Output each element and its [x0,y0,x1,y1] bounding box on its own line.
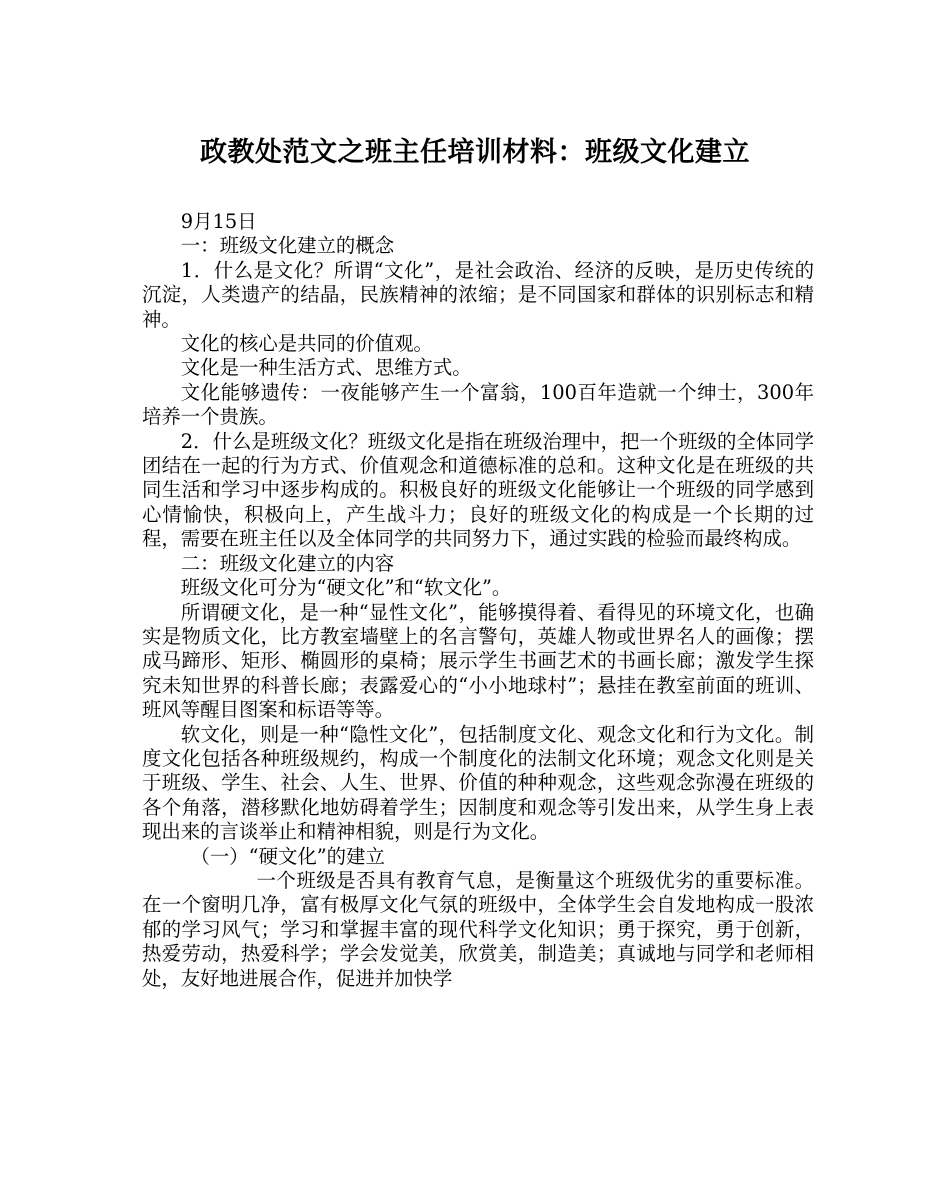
paragraph: 文化的核心是共同的价值观。 [180,332,433,356]
paragraph: 软文化，则是一种“隐性文化”，包括制度文化、观念文化和行为文化。制度文化包括各种班级规约，构成一个制度化的法制文化环境；观念文化则是关于班级、学生、社会、人生、世界、价值的种种观念，这些观念弥漫在班级的各个角落，潜移默化地妨碍着学生；因制度和观念等引发出来，从学生身上表现出来的言谈举止和精神相貌，则是行为文化。 [142,722,814,844]
date-line: 9月15日 [180,210,257,233]
section-heading-2: 二：班级文化建立的内容 [180,551,395,575]
paragraph: 1．什么是文化？所谓“文化”，是社会政治、经济的反映，是历史传统的沉淀，人类遗产的结晶，民族精神的浓缩；是不同国家和群体的识别标志和精神。 [142,258,814,331]
paragraph: 2．什么是班级文化？班级文化是指在班级治理中，把一个班级的全体同学团结在一起的行为方式、价值观念和道德标准的总和。这种文化是在班级的共同生活和学习中逐步构成的。积极良好的班级文化能够让一个班级的同学感到心情愉快，积极向上，产生战斗力；良好的班级文化的构成是一个长期的过程，需要在班主任以及全体同学的共同努力下，通过实践的检验而最终构成。 [142,429,814,551]
paragraph: 所谓硬文化，是一种“显性文化”，能够摸得着、看得见的环境文化，也确实是物质文化，比方教室墙壁上的名言警句，英雄人物或世界名人的画像；摆成马蹄形、矩形、椭圆形的桌椅；展示学生书画艺术的书画长廊；激发学生探究未知世界的科普长廊；表露爱心的“小小地球村”；悬挂在教室前面的班训、班风等醒目图案和标语等等。 [142,600,814,722]
subsection-heading: （一）“硬文化”的建立 [190,844,385,868]
paragraph: 一个班级是否具有教育气息，是衡量这个班级优劣的重要标准。在一个窗明几净，富有极厚文化气氛的班级中，全体学生会自发地构成一股浓郁的学习风气；学习和掌握丰富的现代科学文化知识；勇于探究，勇于创新，热爱劳动，热爱科学；学会发觉美，欣赏美，制造美；真诚地与同学和老师相处，友好地进展合作，促进并加快学 [142,868,814,990]
document-body [142,210,814,991]
paragraph: 文化是一种生活方式、思维方式。 [180,356,472,380]
section-heading-1: 一：班级文化建立的概念 [180,234,395,258]
document-title: 政教处范文之班主任培训材料：班级文化建立 [200,137,750,168]
paragraph: 文化能够遗传：一夜能够产生一个富翁，100百年造就一个绅士，300年培养一个贵族。 [142,380,814,429]
paragraph: 班级文化可分为“硬文化”和“软文化”。 [180,576,512,600]
